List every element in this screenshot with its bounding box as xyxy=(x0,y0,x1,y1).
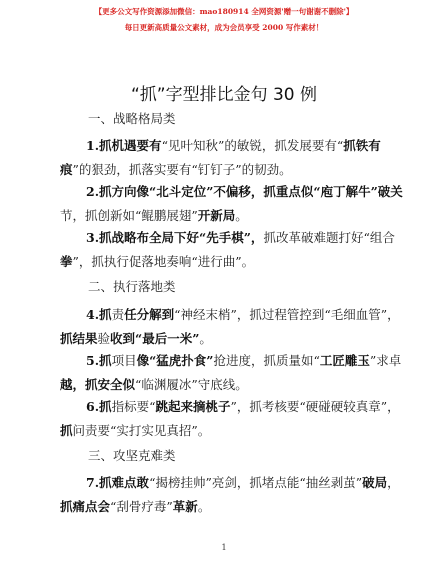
text-run: ”求卓 xyxy=(369,353,402,368)
paragraph-line xyxy=(60,349,402,373)
section-heading: 三、攻坚克难类 xyxy=(88,448,176,463)
text-run: 项目 xyxy=(111,353,137,368)
list-item xyxy=(60,349,402,397)
paragraph-line xyxy=(60,158,380,182)
text-run: 抢进度，抓质量如“ xyxy=(213,353,320,368)
list-item xyxy=(60,395,400,443)
bold-run: 破局 xyxy=(362,475,388,490)
paragraph-line xyxy=(60,373,380,397)
paragraph-line xyxy=(60,471,400,495)
bold-run: 2.抓方向像“北斗定位”不偏移，抓重点似“庖丁解牛”破关 xyxy=(86,184,403,199)
bold-run: 4.抓 xyxy=(86,307,112,322)
paragraph-line xyxy=(60,250,380,274)
text-run: 责 xyxy=(111,307,125,322)
text-run: “见叶知秋”的敏锐，抓发展要有“ xyxy=(161,138,344,153)
section-heading: 一、战略格局类 xyxy=(88,111,176,126)
bold-run: 5.抓 xyxy=(86,353,112,368)
text-run: 。 xyxy=(199,331,212,346)
bold-run: 6.抓 xyxy=(86,399,112,414)
paragraph-line xyxy=(60,204,380,228)
text-run: “揭榜挂帅”亮剑，抓堵点能“抽丝剥茧” xyxy=(149,475,363,490)
bold-run: 工匠雕玉 xyxy=(319,353,370,368)
bold-run: 抓痛点会 xyxy=(60,499,111,514)
text-run: 。 xyxy=(235,208,248,223)
list-item xyxy=(60,226,395,274)
list-item xyxy=(60,303,400,351)
promo-banner-line-1: 【更多公文写作资源添加微信：mao180914 全网资源'赠一句谢谢不删除'】 xyxy=(94,7,354,16)
paragraph-line xyxy=(60,180,403,204)
bold-run: 开新局 xyxy=(197,208,236,223)
bold-run: 抓结果 xyxy=(60,331,98,346)
paragraph-line xyxy=(60,495,380,519)
bold-run: 抓铁有 xyxy=(343,138,381,153)
paragraph-line xyxy=(60,303,400,327)
text-run: 指标要“ xyxy=(111,399,156,414)
bold-run: 抓 xyxy=(60,423,73,438)
text-run: ， xyxy=(387,475,400,490)
text-run: ”，抓执行促落地奏响“进行曲”。 xyxy=(72,254,255,269)
page-number: 1 xyxy=(221,543,227,552)
promo-banner-line-2: 每日更新高质量公文素材，成为会员享受 2000 写作素材！ xyxy=(124,23,324,32)
list-item xyxy=(60,134,380,182)
paragraph-line xyxy=(60,134,380,158)
bold-run: 跳起来摘桃子 xyxy=(155,399,231,414)
bold-run: 3.抓战略布全局下好“先手棋”， xyxy=(86,230,264,245)
text-run: 节，抓创新如“鲲鹏展翅” xyxy=(60,208,198,223)
text-run: 验 xyxy=(97,331,111,346)
text-run: ”，抓考核要“硬碰硬较真章”， xyxy=(230,399,400,414)
text-run: 抓改革破难题打好“组合 xyxy=(263,230,395,245)
bold-run: 1.抓机遇要有 xyxy=(86,138,162,153)
bold-run: 像“猛虎扑食” xyxy=(136,353,214,368)
text-run: 。 xyxy=(197,499,211,514)
bold-run: 痕 xyxy=(60,162,73,177)
paragraph-line xyxy=(60,395,400,419)
text-run: “刮骨疗毒” xyxy=(110,499,173,514)
bold-run: 任分解到 xyxy=(124,307,175,322)
paragraph-line xyxy=(60,226,395,250)
bold-run: 收到“最后一米” xyxy=(110,331,200,346)
page-title: “抓”字型排比金句 30 例 xyxy=(130,85,318,105)
section-heading: 二、执行落地类 xyxy=(88,279,176,294)
text-run: ”的狠劲，抓落实要有“钉钉子”的韧劲。 xyxy=(72,162,292,177)
text-run: 问责要“实打实见真招”。 xyxy=(72,423,211,438)
text-run: “神经末梢”，抓过程管控到“毛细血管”， xyxy=(174,307,400,322)
bold-run: 革新 xyxy=(172,499,198,514)
list-item xyxy=(60,471,400,519)
list-item xyxy=(60,180,403,228)
bold-run: 越，抓安全似 xyxy=(60,377,136,392)
bold-run: 拳 xyxy=(60,254,73,269)
bold-run: 7.抓难点敢 xyxy=(86,475,150,490)
paragraph-line xyxy=(60,327,380,351)
paragraph-line xyxy=(60,419,380,443)
text-run: “临渊履冰”守底线。 xyxy=(135,377,248,392)
